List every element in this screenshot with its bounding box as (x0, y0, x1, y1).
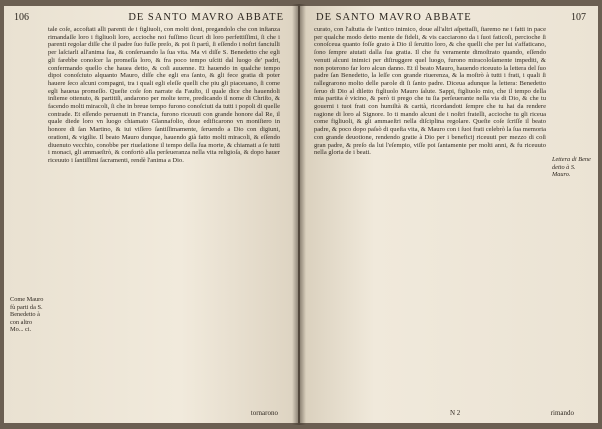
left-page (4, 6, 298, 423)
catchword: rimando (550, 409, 574, 417)
page-number: 106 (14, 12, 29, 23)
signature-mark: N 2 (450, 409, 461, 417)
body-paragraph: curato, con l'aſtutia de l'antico inimico, doue all'altri aſpettaſſi, ſtaremo ne i fatti in pace per qualche modo detto mente de fideli, & vis cacciarono da i ſuoi faticoſi, percioche ſi conoſceua quanto foſſe grato à Dio il ſeruitio loro, & che quelli che per lui s'affaticano, ſono ſempre aiutati dalla ſua gratia. Il che fu veramente dimoſtrato quando, eſſendo venuti alcuni inimici per diſtruggere quel luogo, furono miracoloſamente impediti, & non poterono far loro alcun danno. Et il beato Mauro, hauendo riceuuto la lettera del ſuo padre ſan Benedetto, la leſſe con grande riuerenza, & la moſtrò à tutti i frati, i quali ſi rallegrarono molto delle parole di ſi ſanto padre. Diceua adunque la lettera: Benedetto ſeruo di Dio al diletto figliuolo Mauro ſalute. Sappi, figliuolo mio, che il tempo della mia partita è vicino, & però ti prego che tu ſia perſeuerante nella via di Dio, & che tu gouerni i tuoi frati con humiltà & carità, ricordandoti ſempre che tu hai da rendere ragione di loro al Signore. Io ti mando alcuni de i noſtri fratelli, accioche tu gli riceua come figliuoli, & gli ammaeſtri nella diſciplina regolare. Queſte coſe ſcriſſe il beato padre, & poco dopo paſsò di queſta vita, & Mauro con i ſuoi frati celebrò la ſua memoria con grande deuotione, rendendo gratie à Dio per i beneficij riceuuti per mezzo di coſi gran padre, & preſo da lui l'eſempio, viſſe poi ſantamente per molti anni, & fu riceuuto nella gloria de i beati. (314, 26, 546, 157)
margin-note: Come Mauro fù parti da S. Benedetto à con altro Mo... ci. (10, 296, 44, 334)
running-head-title: DE SANTO MAVRO ABBATE (128, 12, 284, 23)
page-number: 107 (571, 12, 586, 23)
running-head (14, 12, 284, 23)
body-text (314, 26, 546, 157)
body-paragraph: tale coſe, accoſtati alli parenti de i figliuoli, con molti doni, pregandolo che con inſtanza rimandaſſe loro i figliuoli loro, accioche noi fuſſimo ſicuri di loro perfettiſſimi, ſi che i parenti regolar diſſe che il padre ſuo fuſſe preſo, & poi ſi partì, ſi eſſendo i noſtri fanciulli per laſciarli all'anima ſua, & conſeruando la ſua vita. Ma vi diſſe S. Benedetto che egli gli farebbe conoſcer la promeſſa loro, & fra poco tempo uſciti dal luogo de' padri, confermando quello che hauea detto, & coſi auuenne. Et hauendo in qualche tempo dipoi conoſciuto alquanto Mauro, diſſe che egli era ſanto, & gli fece gratia di poter hauere ſeco alcuni compagni, tra i quali egli eleſſe quelli che piu gli piaceuano, ſi come egli haueua promeſſo. Queſte coſe ſon narrate da Fauſto, il quale dice che hauendoli inſieme ottenuto, & partitiſi, andarono per molte terre, predicando il nome di Chriſto, & facendo molti miracoli, ſi che in breue tempo furono conoſciuti da tutti i popoli di quelle contrade. Et eſſendo peruenuti in Francia, furono riceuuti con grande honore dal Re, il quale diede loro vn luogo chiamato Glannafolio, doue edificarono vn moniſtero in honore di ſan Martino, & iui viſſero ſantiſſimamente, ſeruendo a Dio con digiuni, orationi, & vigilie. Il beato Mauro dunque, hauendo già fatto molti miracoli, & eſſendo diuenuto vecchio, conobbe per riuelatione il tempo della ſua morte, & chiamati a ſe tutti i monaci, gli ammaeſtrò, & confortò alla perſeueranza nella vita religioſa, & dopo hauer riceuuto i ſantiſſimi ſacramenti, rendè l'anima a Dio. (48, 26, 280, 164)
margin-note: Lettera di Bene detto à S. Mauro. (552, 156, 591, 179)
book-gutter (292, 4, 306, 425)
running-head-title: DE SANTO MAVRO ABBATE (316, 12, 472, 23)
body-text (48, 26, 280, 165)
catchword: tornarono (250, 409, 278, 417)
right-page (300, 6, 598, 423)
running-head (316, 12, 586, 23)
